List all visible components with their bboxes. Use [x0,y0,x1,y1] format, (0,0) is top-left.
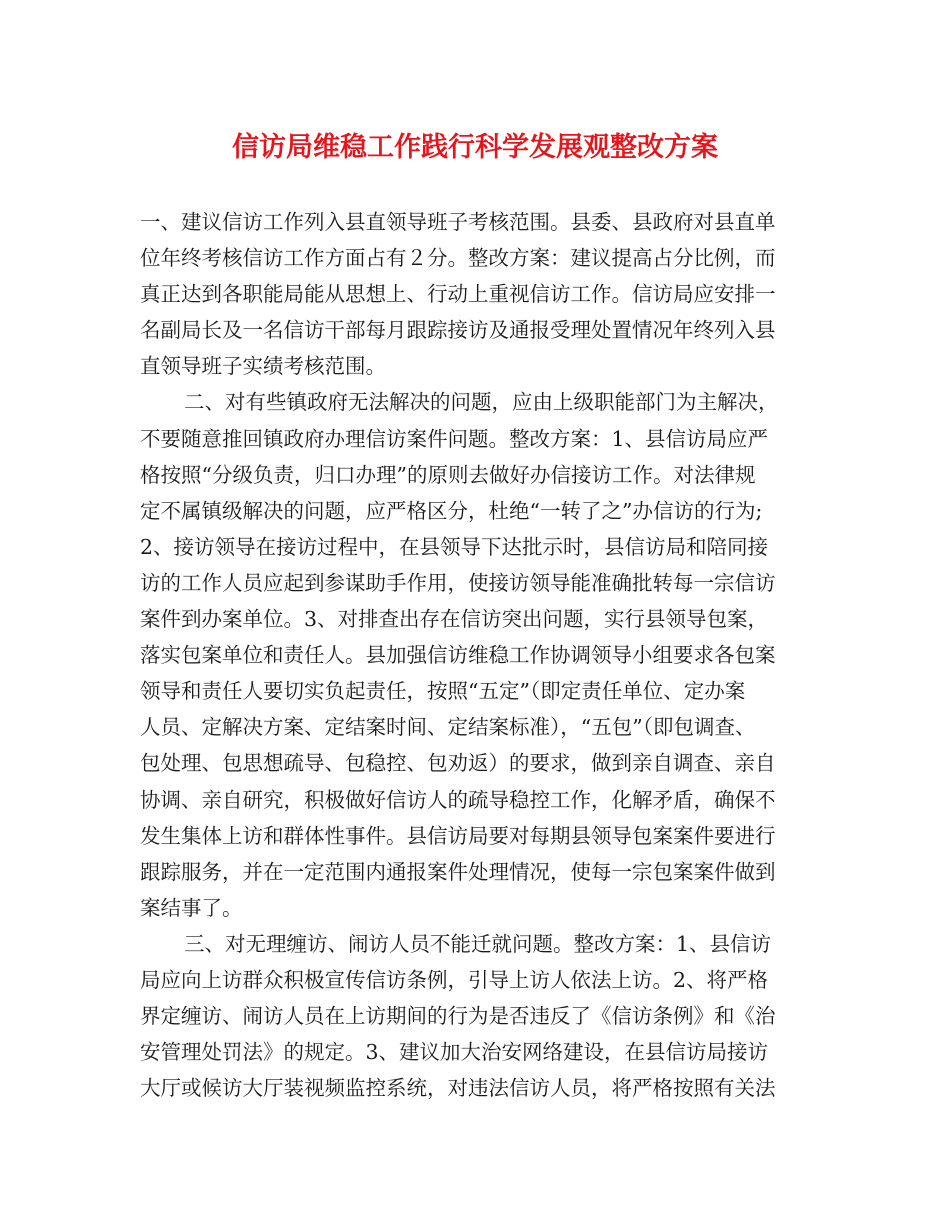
text-line: 跟踪服务，并在一定范围内通报案件处理情况，使每一宗包案案件做到 [140,859,776,884]
text-line: 界定缠访、闹访人员在上访期间的行为是否违反了《信访条例》和《治 [140,1004,776,1029]
text-line: 包处理、包思想疏导、包稳控、包劝返）的要求，做到亲自调查、亲自 [140,751,776,776]
text-line: 领导和责任人要切实负起责任，按照“五定”（即定责任单位、定办案 [140,679,746,704]
text-line: 位年终考核信访工作方面占有２分。整改方案：建议提高占分比例，而 [140,246,776,271]
text-line: 安管理处罚法》的规定。3、建议加大治安网络建设，在县信访局接访 [140,1040,769,1065]
text-line: 三、对无理缠访、闹访人员不能迁就问题。整改方案：1、县信访 [184,931,772,956]
text-line: 格按照“分级负责，归口办理”的原则去做好办信接访工作。对法律规 [140,462,756,487]
text-line: 访的工作人员应起到参谋助手作用，使接访领导能准确批转每一宗信访 [140,570,776,595]
document-body [140,204,830,1106]
document-title: 信访局维稳工作践行科学发展观整改方案 [232,132,718,163]
text-line: 案结事了。 [140,895,243,920]
text-line: 人员、定解决方案、定结案时间、定结案标准），“五包”（即包调查、 [140,715,756,740]
text-line: 落实包案单位和责任人。县加强信访维稳工作协调领导小组要求各包案 [140,643,776,668]
text-line: 大厅或候访大厅装视频监控系统，对违法信访人员，将严格按照有关法 [140,1076,776,1101]
text-line: 发生集体上访和群体性事件。县信访局要对每期县领导包案案件要进行 [140,823,776,848]
text-line: 局应向上访群众积极宣传信访条例，引导上访人依法上访。2、将严格 [140,967,769,992]
text-line: 2、接访领导在接访过程中，在县领导下达批示时，县信访局和陪同接 [140,534,769,559]
text-line: 定不属镇级解决的问题，应严格区分，杜绝“一转了之”办信访的行为; [140,498,763,523]
text-line: 名副局长及一名信访干部每月跟踪接访及通报受理处置情况年终列入县 [140,318,776,343]
text-line: 直领导班子实绩考核范围。 [140,354,386,379]
text-line: 二、对有些镇政府无法解决的问题，应由上级职能部门为主解决， [184,390,779,415]
text-line: 不要随意推回镇政府办理信访案件问题。整改方案：1、县信访局应严 [140,426,769,451]
text-line: 真正达到各职能局能从思想上、行动上重视信访工作。信访局应安排一 [140,282,776,307]
text-line: 案件到办案单位。3、对排查出存在信访突出问题，实行县领导包案， [140,607,769,632]
text-line: 协调、亲自研究，积极做好信访人的疏导稳控工作，化解矛盾，确保不 [140,787,776,812]
text-line: 一、建议信访工作列入县直领导班子考核范围。县委、县政府对县直单 [140,210,776,234]
